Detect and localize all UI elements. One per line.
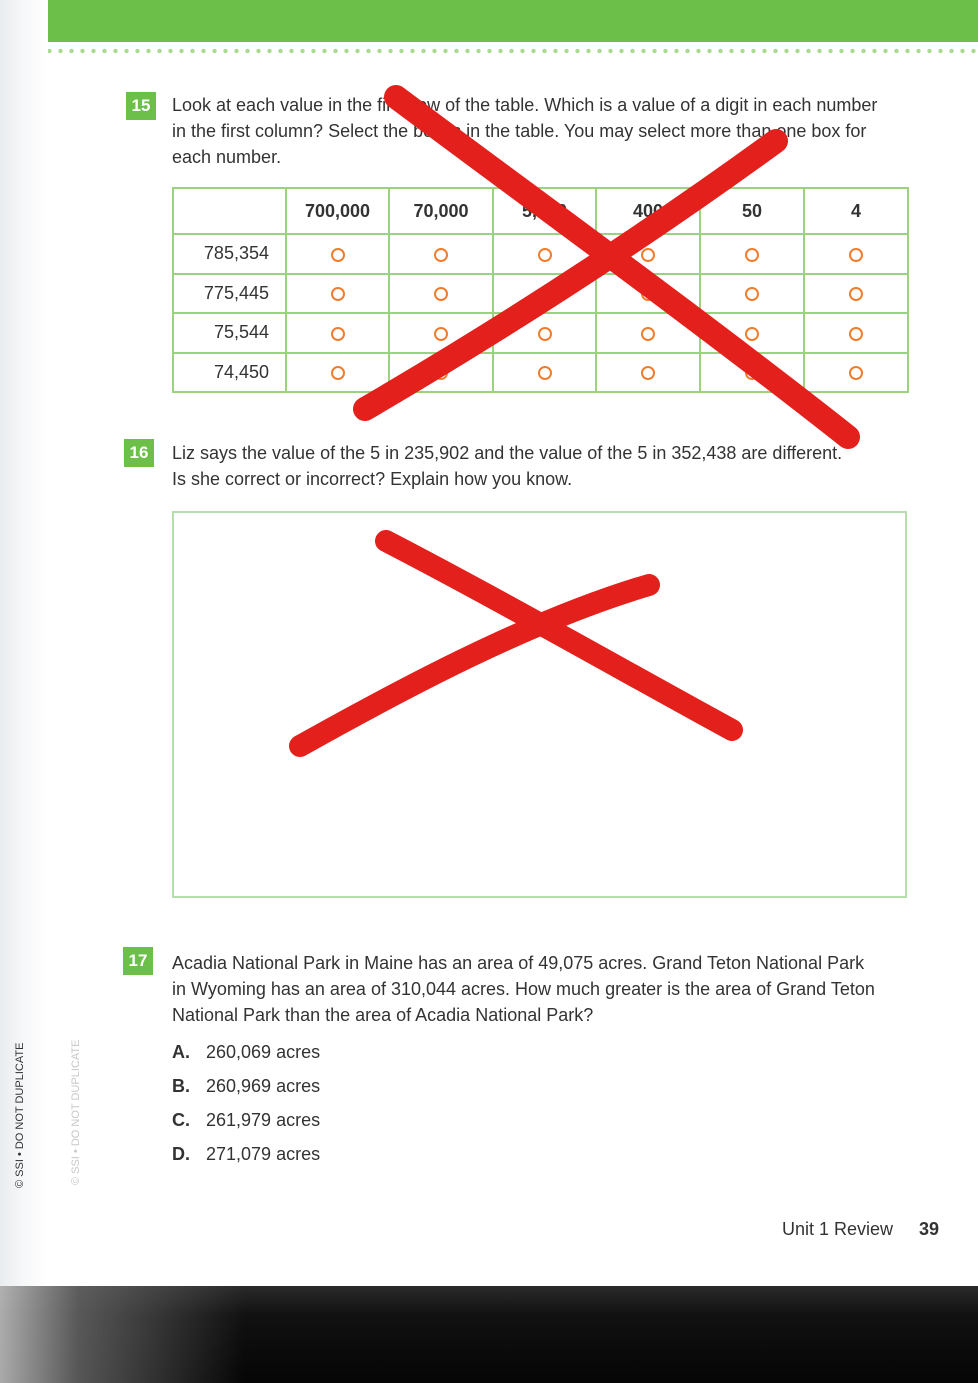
answer-cell[interactable] (286, 234, 389, 274)
copyright-notice: © SSI • DO NOT DUPLICATE (14, 1042, 26, 1188)
question-text-line: Look at each value in the first row of the table. Which is a value of a digit in each number (172, 95, 878, 115)
answer-cell[interactable] (804, 274, 908, 314)
radio-option-icon[interactable] (331, 366, 345, 380)
radio-option-icon[interactable] (331, 327, 345, 341)
answer-cell[interactable] (700, 353, 804, 393)
answer-cell[interactable] (493, 234, 596, 274)
footer-unit-title: Unit 1 Review (782, 1219, 894, 1239)
answer-choices (172, 1040, 320, 1176)
row-label: 75,544 (173, 313, 286, 353)
radio-option-icon[interactable] (849, 287, 863, 301)
page-number: 39 (919, 1219, 940, 1239)
table-header-cell: 70,000 (389, 188, 493, 234)
radio-option-icon[interactable] (641, 327, 655, 341)
table-row (173, 313, 908, 353)
answer-cell[interactable] (389, 274, 493, 314)
choice-text: 261,979 acres (206, 1110, 321, 1130)
answer-cell[interactable] (804, 313, 908, 353)
radio-option-icon[interactable] (538, 248, 552, 262)
choice-letter: D. (172, 1144, 190, 1164)
answer-cell[interactable] (389, 353, 493, 393)
answer-cell[interactable] (596, 274, 700, 314)
radio-option-icon[interactable] (745, 248, 759, 262)
radio-option-icon[interactable] (434, 327, 448, 341)
table-header-cell: 4 (804, 188, 908, 234)
table-header-cell: 50 (700, 188, 804, 234)
row-label: 775,445 (173, 274, 286, 314)
header-green-band (0, 0, 978, 42)
radio-option-icon[interactable] (331, 287, 345, 301)
scan-bottom-glare (0, 1286, 978, 1383)
question-text-line: Is she correct or incorrect? Explain how you know. (172, 469, 573, 489)
answer-cell[interactable] (286, 353, 389, 393)
choice-d[interactable] (172, 1142, 320, 1176)
radio-option-icon[interactable] (538, 366, 552, 380)
question-15-text (172, 92, 902, 170)
question-number-15: 15 (126, 92, 156, 120)
table-header-cell: 400 (596, 188, 700, 234)
answer-cell[interactable] (596, 353, 700, 393)
question-16-text (172, 440, 902, 492)
radio-option-icon[interactable] (745, 366, 759, 380)
choice-c[interactable] (172, 1108, 320, 1142)
answer-cell[interactable] (700, 234, 804, 274)
radio-option-icon[interactable] (849, 327, 863, 341)
question-text-line: Acadia National Park in Maine has an area of 49,075 acres. Grand Teton National Park (172, 953, 865, 973)
table-header-cell: 700,000 (286, 188, 389, 234)
radio-option-icon[interactable] (434, 287, 448, 301)
answer-cell[interactable] (700, 274, 804, 314)
radio-option-icon[interactable] (745, 327, 759, 341)
answer-cell[interactable] (493, 353, 596, 393)
table-row (173, 274, 908, 314)
radio-option-icon[interactable] (538, 287, 552, 301)
radio-option-icon[interactable] (331, 248, 345, 262)
answer-cell[interactable] (596, 234, 700, 274)
answer-cell[interactable] (286, 313, 389, 353)
radio-option-icon[interactable] (538, 327, 552, 341)
choice-a[interactable] (172, 1040, 320, 1074)
radio-option-icon[interactable] (641, 366, 655, 380)
radio-option-icon[interactable] (849, 366, 863, 380)
radio-option-icon[interactable] (434, 248, 448, 262)
question-text-line: in the first column? Select the boxes in the table. You may select more than one box for (172, 121, 867, 141)
copyright-notice-faded: © SSI • DO NOT DUPLICATE (70, 1039, 82, 1185)
choice-letter: C. (172, 1110, 190, 1130)
answer-cell[interactable] (804, 353, 908, 393)
radio-option-icon[interactable] (641, 287, 655, 301)
answer-cell[interactable] (493, 274, 596, 314)
written-answer-box[interactable] (172, 511, 907, 898)
choice-letter: B. (172, 1076, 190, 1096)
question-number-16: 16 (124, 439, 154, 467)
place-value-table (172, 187, 909, 393)
choice-text: 260,069 acres (206, 1042, 321, 1062)
question-number-17: 17 (123, 947, 153, 975)
table-row (173, 353, 908, 393)
row-label: 74,450 (173, 353, 286, 393)
table-row (173, 234, 908, 274)
question-text-line: in Wyoming has an area of 310,044 acres. How much greater is the area of Grand Teton (172, 979, 875, 999)
question-text-line: each number. (172, 147, 282, 167)
table-header-row (173, 188, 908, 234)
radio-option-icon[interactable] (745, 287, 759, 301)
radio-option-icon[interactable] (849, 248, 863, 262)
table-header-cell: 5,000 (493, 188, 596, 234)
choice-text: 271,079 acres (206, 1144, 321, 1164)
radio-option-icon[interactable] (434, 366, 448, 380)
choice-b[interactable] (172, 1074, 320, 1108)
question-17-text (172, 950, 902, 1028)
answer-cell[interactable] (596, 313, 700, 353)
choice-letter: A. (172, 1042, 190, 1062)
question-text-line: Liz says the value of the 5 in 235,902 and the value of the 5 in 352,438 are different. (172, 443, 843, 463)
question-text-line: National Park than the area of Acadia National Park? (172, 1005, 594, 1025)
choice-text: 260,969 acres (206, 1076, 321, 1096)
answer-cell[interactable] (389, 313, 493, 353)
answer-cell[interactable] (700, 313, 804, 353)
answer-cell[interactable] (804, 234, 908, 274)
row-label: 785,354 (173, 234, 286, 274)
answer-cell[interactable] (286, 274, 389, 314)
header-dot-border (0, 47, 978, 55)
radio-option-icon[interactable] (641, 248, 655, 262)
table-header-cell (173, 188, 286, 234)
answer-cell[interactable] (389, 234, 493, 274)
answer-cell[interactable] (493, 313, 596, 353)
